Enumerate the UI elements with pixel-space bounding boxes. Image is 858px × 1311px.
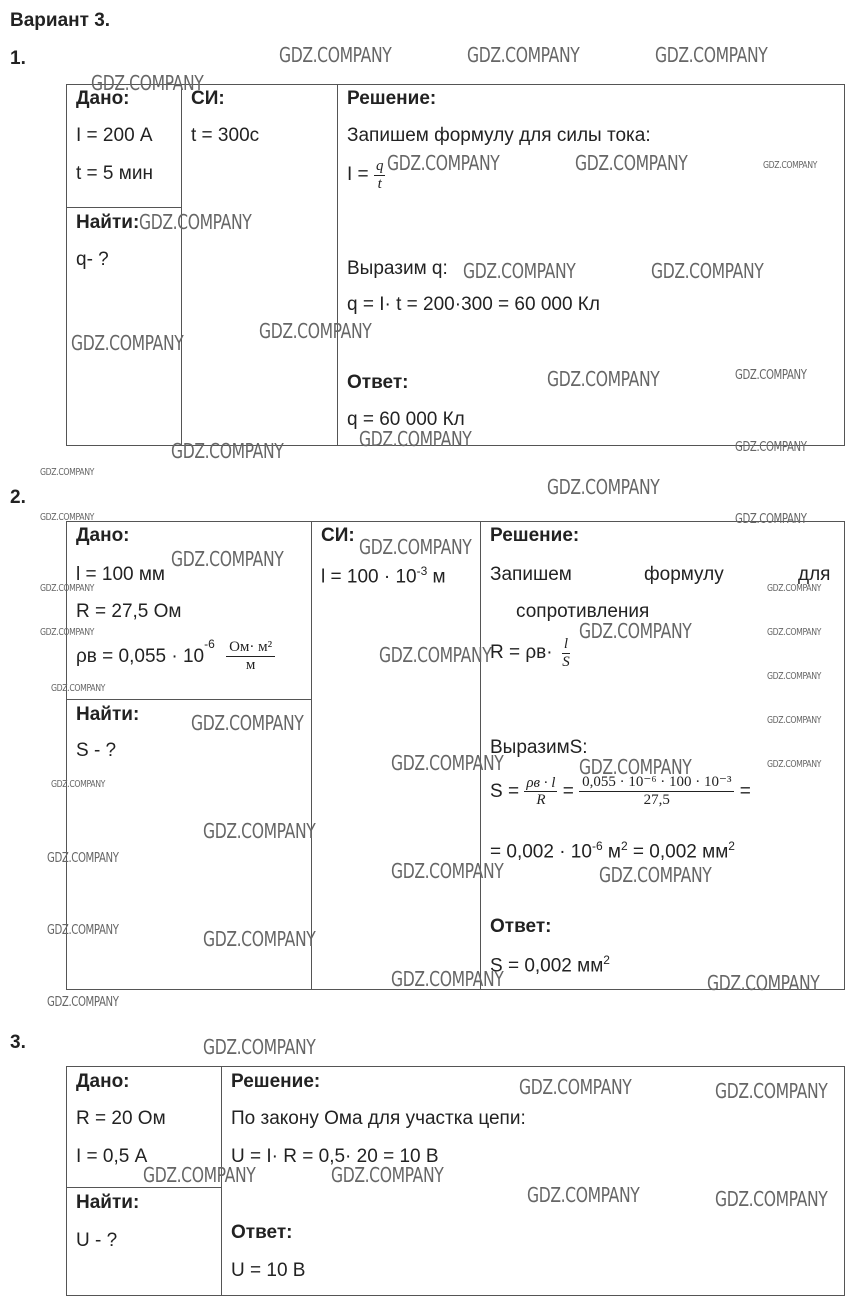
watermark: GDZ.COMPANY xyxy=(767,715,822,726)
p1-si-header: СИ: xyxy=(191,88,225,109)
p1-express: Выразим q: xyxy=(347,258,448,279)
watermark: GDZ.COMPANY xyxy=(47,851,119,866)
watermark: GDZ.COMPANY xyxy=(547,367,660,391)
watermark: GDZ.COMPANY xyxy=(391,751,504,775)
p2-answer: S = 0,002 $мм^2$ xyxy=(490,953,610,977)
watermark: GDZ.COMPANY xyxy=(379,643,492,667)
p1-given-current: I = 200 А xyxy=(76,125,153,146)
watermark: GDZ.COMPANY xyxy=(359,535,472,559)
p2-given-resistivity: $\rho в = 0,055 \cdot 10^{-6}$ Ом· м² м xyxy=(76,637,275,675)
p1-given-time: t = 5 мин xyxy=(76,163,153,184)
watermark: GDZ.COMPANY xyxy=(735,368,807,383)
p1-find-header: Найти: xyxy=(76,212,140,233)
p2-si: $l = 100 \cdot 10^{-3}$ м xyxy=(321,564,446,588)
watermark: GDZ.COMPANY xyxy=(735,440,807,455)
p2-calc-fraction-1: $\frac{\rho в \cdot l}{R}$ xyxy=(526,774,556,809)
watermark: GDZ.COMPANY xyxy=(579,755,692,779)
p2-express: ВыразимS: xyxy=(490,737,588,758)
watermark: GDZ.COMPANY xyxy=(139,210,252,234)
p1-formula xyxy=(347,158,385,192)
p2-given-header: Дано: xyxy=(76,525,130,546)
p2-answer-header: Ответ: xyxy=(490,916,552,937)
watermark: GDZ.COMPANY xyxy=(467,43,580,67)
p3-given-resistance: R = 20 Ом xyxy=(76,1108,166,1129)
p3-solution-intro: По закону Ома для участка цепи: xyxy=(231,1108,526,1129)
watermark: GDZ.COMPANY xyxy=(463,259,576,283)
watermark: GDZ.COMPANY xyxy=(527,1183,640,1207)
watermark: GDZ.COMPANY xyxy=(735,512,807,527)
watermark: GDZ.COMPANY xyxy=(71,331,184,355)
p1-si: t = 300с xyxy=(191,125,260,146)
p2-solution-header: Решение: xyxy=(490,525,580,546)
watermark: GDZ.COMPANY xyxy=(763,160,818,171)
p1-formula-lhs: I = xyxy=(347,164,369,185)
watermark: GDZ.COMPANY xyxy=(519,1075,632,1099)
watermark: GDZ.COMPANY xyxy=(655,43,768,67)
p2-intro-line-2: сопротивления xyxy=(516,601,650,622)
problem-2-number: 2. xyxy=(10,487,26,508)
p1-formula-fraction xyxy=(374,158,386,192)
watermark: GDZ.COMPANY xyxy=(767,759,822,770)
p2-find: S - ? xyxy=(76,740,117,761)
watermark: GDZ.COMPANY xyxy=(171,439,284,463)
p2-calc-fraction-2: $\frac{\text{0,055 · 10⁻⁶ · 100 · 10⁻³}}{27,5}$ xyxy=(579,774,734,810)
p3-calc: U = I· R = 0,5· 20 = 10 В xyxy=(231,1146,439,1167)
watermark: GDZ.COMPANY xyxy=(391,859,504,883)
p1-formula-den: t xyxy=(377,175,382,192)
watermark: GDZ.COMPANY xyxy=(40,512,95,523)
watermark: GDZ.COMPANY xyxy=(599,863,712,887)
p2-given-resistance: R = 27,5 Ом xyxy=(76,601,182,622)
p3-answer-header: Ответ: xyxy=(231,1222,293,1243)
watermark: GDZ.COMPANY xyxy=(715,1187,828,1211)
p1-find: q- ? xyxy=(76,249,109,270)
p2-calc: S = $\frac{\rho в \cdot l}{R}$ = $\frac{\text{0,055 · 10⁻⁶ · 100 · 10⁻³}}{27,5}$ = xyxy=(490,774,751,809)
watermark: GDZ.COMPANY xyxy=(47,923,119,938)
p3-given-current: I = 0,5 А xyxy=(76,1146,148,1167)
p3-answer: U = 10 В xyxy=(231,1260,306,1281)
p3-find-header: Найти: xyxy=(76,1192,140,1213)
watermark: GDZ.COMPANY xyxy=(391,967,504,991)
p3-given-header: Дано: xyxy=(76,1071,130,1092)
watermark: GDZ.COMPANY xyxy=(331,1163,444,1187)
page-title: Вариант 3. xyxy=(10,10,111,31)
watermark: GDZ.COMPANY xyxy=(203,819,316,843)
watermark: GDZ.COMPANY xyxy=(651,259,764,283)
watermark: GDZ.COMPANY xyxy=(143,1163,256,1187)
p1-calc: q = I· t = 200·300 = 60 000 Кл xyxy=(347,294,600,315)
p2-formula: R = ρв· $\frac{l}{S}$ xyxy=(490,636,570,670)
p2-formula-fraction: $\frac{l}{S}$ xyxy=(562,636,570,670)
watermark: GDZ.COMPANY xyxy=(579,619,692,643)
problem-3-number: 3. xyxy=(10,1032,26,1053)
p3-find: U - ? xyxy=(76,1230,118,1251)
p2-intro-word-2: формулу xyxy=(644,564,724,585)
watermark: GDZ.COMPANY xyxy=(51,683,106,694)
watermark: GDZ.COMPANY xyxy=(51,779,106,790)
p2-resistivity-unit: Ом· м² м xyxy=(226,639,275,675)
p3-solution-header: Решение: xyxy=(231,1071,321,1092)
p2-find-header: Найти: xyxy=(76,704,140,725)
problem-1-number: 1. xyxy=(10,48,26,69)
p1-solution-intro: Запишем формулу для силы тока: xyxy=(347,125,651,146)
watermark: GDZ.COMPANY xyxy=(47,995,119,1010)
watermark: GDZ.COMPANY xyxy=(40,583,95,594)
p2-intro-word-1: Запишем xyxy=(490,564,572,585)
watermark: GDZ.COMPANY xyxy=(40,467,95,478)
p1-formula-num: q xyxy=(375,158,384,174)
watermark: GDZ.COMPANY xyxy=(171,547,284,571)
watermark: GDZ.COMPANY xyxy=(547,475,660,499)
p2-intro-word-3: для xyxy=(798,564,831,585)
p1-given-header: Дано: xyxy=(76,88,130,109)
watermark: GDZ.COMPANY xyxy=(387,151,500,175)
watermark: GDZ.COMPANY xyxy=(575,151,688,175)
watermark: GDZ.COMPANY xyxy=(359,427,472,451)
watermark: GDZ.COMPANY xyxy=(767,627,822,638)
watermark: GDZ.COMPANY xyxy=(707,971,820,995)
watermark: GDZ.COMPANY xyxy=(767,583,822,594)
p2-result: = $0,002 \cdot 10^{-6}$ $м^2 = 0,002$ $мм^2$ xyxy=(490,839,735,863)
p1-answer-header: Ответ: xyxy=(347,372,409,393)
p2-given-length: l = 100 мм xyxy=(76,564,165,585)
watermark: GDZ.COMPANY xyxy=(91,71,204,95)
watermark: GDZ.COMPANY xyxy=(203,1035,316,1059)
p1-solution-header: Решение: xyxy=(347,88,437,109)
watermark: GDZ.COMPANY xyxy=(767,671,822,682)
p2-si-header: СИ: xyxy=(321,525,355,546)
watermark: GDZ.COMPANY xyxy=(715,1079,828,1103)
watermark: GDZ.COMPANY xyxy=(259,319,372,343)
watermark: GDZ.COMPANY xyxy=(279,43,392,67)
watermark: GDZ.COMPANY xyxy=(203,927,316,951)
p1-answer: q = 60 000 Кл xyxy=(347,409,465,430)
watermark: GDZ.COMPANY xyxy=(40,627,95,638)
watermark: GDZ.COMPANY xyxy=(191,711,304,735)
